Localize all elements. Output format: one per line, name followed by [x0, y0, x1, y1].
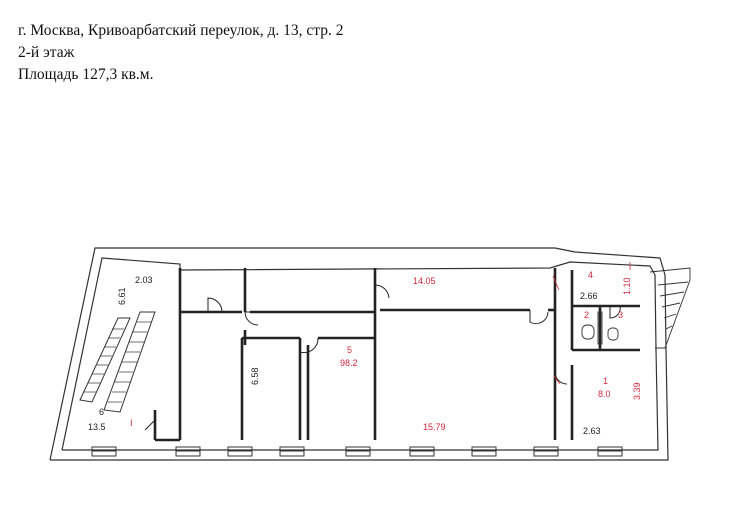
label-room-5: 5	[347, 345, 353, 355]
label-mark-i: I	[130, 418, 133, 428]
label-2-63: 2.63	[583, 426, 601, 436]
label-6-61: 6.61	[117, 287, 127, 305]
label-14-05: 14.05	[413, 276, 436, 286]
label-area-6: 13.5	[88, 422, 106, 432]
label-2-03: 2.03	[135, 275, 153, 285]
windows	[92, 447, 622, 456]
label-room-4: 4	[588, 270, 594, 280]
floor-line: 2-й этаж	[18, 44, 75, 61]
label-2-66: 2.66	[580, 291, 598, 301]
label-area-1: 8.0	[598, 389, 611, 399]
dimension-ticks	[553, 262, 630, 384]
label-15-79: 15.79	[423, 422, 446, 432]
label-6-58: 6.58	[250, 367, 260, 385]
door-swings	[145, 285, 620, 430]
label-3-39: 3.39	[632, 382, 642, 400]
label-room-2: 2	[584, 310, 590, 320]
label-room-6: 6	[99, 407, 105, 417]
label-room-1: 1	[603, 376, 609, 386]
label-area-5: 98.2	[340, 358, 358, 368]
room-labels	[88, 270, 642, 436]
interior-walls	[155, 268, 640, 440]
label-room-3: 3	[618, 310, 624, 320]
label-1-10: 1.10	[622, 277, 632, 295]
staircase	[80, 312, 155, 412]
area-line: Площадь 127,3 кв.м.	[18, 66, 154, 83]
address-line: г. Москва, Кривоарбатский переулок, д. 13, стр. 2	[18, 22, 344, 39]
